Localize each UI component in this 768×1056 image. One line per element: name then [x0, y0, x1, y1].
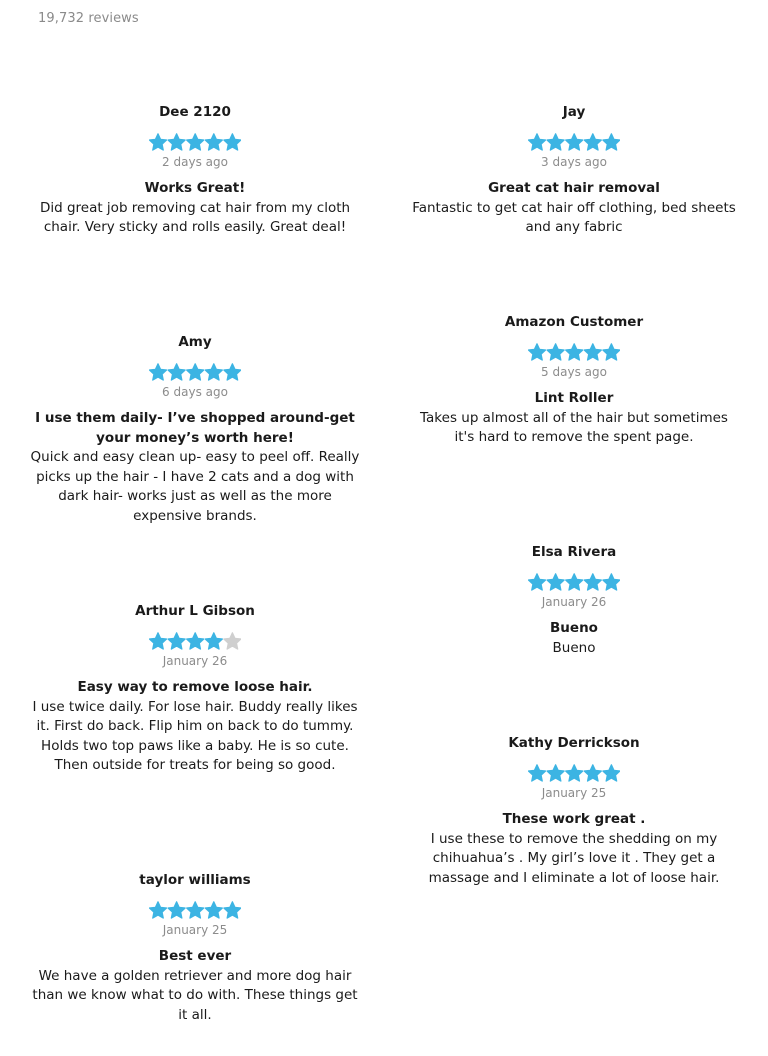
review-card [30, 333, 360, 526]
review-card [30, 602, 360, 776]
review-author: Elsa Rivera [531, 544, 617, 560]
review-date: January 26 [541, 595, 607, 609]
star-filled-icon [528, 574, 545, 590]
review-title: Great cat hair removal [488, 180, 660, 196]
star-filled-icon [186, 633, 203, 649]
star-filled-icon [224, 902, 241, 918]
star-filled-icon [603, 134, 620, 150]
review-card [409, 103, 739, 238]
star-rating [30, 133, 360, 151]
review-date: 2 days ago [162, 155, 228, 169]
review-body: Quick and easy clean up- easy to peel off. Really picks up the hair - I have 2 cats and a dog with dark hair- works just as well as the more expensive brands. [30, 449, 360, 524]
review-author: Amazon Customer [504, 314, 644, 330]
review-date: 5 days ago [541, 365, 607, 379]
review-body: I use these to remove the shedding on my chihuahua’s . My girl’s love it . They get a massage and I eliminate a lot of loose hair. [428, 830, 720, 886]
star-filled-icon [205, 364, 222, 380]
stars-graphic [528, 133, 620, 151]
star-filled-icon [205, 633, 222, 649]
star-filled-icon [528, 344, 545, 360]
review-title: Easy way to remove loose hair. [77, 679, 313, 695]
review-card [30, 103, 360, 238]
review-card [409, 734, 739, 888]
star-filled-icon [603, 344, 620, 360]
review-title: Works Great! [144, 180, 246, 196]
star-rating [409, 343, 739, 361]
star-rating [409, 573, 739, 591]
star-rating [409, 133, 739, 151]
review-body: Bueno [552, 639, 596, 656]
review-date: 6 days ago [162, 385, 228, 399]
review-author: Jay [562, 104, 586, 120]
star-filled-icon [565, 344, 582, 360]
star-filled-icon [168, 134, 185, 150]
review-date: 3 days ago [541, 155, 607, 169]
star-filled-icon [584, 765, 601, 781]
star-filled-icon [584, 134, 601, 150]
star-filled-icon [565, 134, 582, 150]
star-filled-icon [547, 134, 564, 150]
star-filled-icon [168, 902, 185, 918]
review-author: Arthur L Gibson [135, 603, 255, 619]
stars-graphic [528, 764, 620, 782]
review-card [409, 313, 739, 448]
star-filled-icon [186, 134, 203, 150]
review-body: Fantastic to get cat hair off clothing, bed sheets and any fabric [412, 199, 736, 235]
star-filled-icon [224, 134, 241, 150]
star-filled-icon [565, 765, 582, 781]
review-date: January 25 [541, 786, 607, 800]
star-rating [409, 764, 739, 782]
stars-graphic [149, 632, 241, 650]
star-rating [30, 901, 360, 919]
star-filled-icon [149, 364, 166, 380]
review-title: Lint Roller [534, 390, 614, 406]
star-filled-icon [528, 765, 545, 781]
star-filled-icon [584, 574, 601, 590]
review-count: 19,732 reviews [38, 11, 139, 26]
star-filled-icon [205, 902, 222, 918]
review-date: January 25 [162, 923, 228, 937]
star-filled-icon [186, 902, 203, 918]
star-filled-icon [547, 574, 564, 590]
review-body: Takes up almost all of the hair but sometimes it's hard to remove the spent page. [420, 409, 728, 445]
review-title: Best ever [158, 948, 232, 964]
review-title: These work great . [502, 811, 646, 827]
review-author: Dee 2120 [159, 104, 231, 120]
review-title: I use them daily- I’ve shopped around-get your money’s worth here! [35, 410, 355, 446]
stars-graphic [149, 133, 241, 151]
stars-graphic [528, 573, 620, 591]
star-rating [30, 363, 360, 381]
review-author: Kathy Derrickson [508, 735, 640, 751]
review-body: Did great job removing cat hair from my cloth chair. Very sticky and rolls easily. Great deal! [39, 199, 351, 235]
review-author: Amy [178, 334, 212, 350]
star-rating [30, 632, 360, 650]
star-filled-icon [584, 344, 601, 360]
review-date: January 26 [162, 654, 228, 668]
star-filled-icon [565, 574, 582, 590]
review-card [409, 543, 739, 658]
review-card [30, 871, 360, 1025]
review-body: I use twice daily. For lose hair. Buddy really likes it. First do back. Flip him on back to do tummy. Holds two top paws like a baby. He is so cute. Then outside for treats for being so good. [32, 698, 358, 773]
star-filled-icon [168, 364, 185, 380]
star-filled-icon [603, 574, 620, 590]
stars-graphic [528, 343, 620, 361]
star-filled-icon [149, 633, 166, 649]
star-filled-icon [528, 134, 545, 150]
star-filled-icon [547, 765, 564, 781]
star-filled-icon [603, 765, 620, 781]
stars-graphic [149, 901, 241, 919]
star-filled-icon [547, 344, 564, 360]
star-empty-icon [224, 633, 241, 649]
star-filled-icon [168, 633, 185, 649]
star-filled-icon [224, 364, 241, 380]
star-filled-icon [186, 364, 203, 380]
review-author: taylor williams [139, 872, 251, 888]
review-title: Bueno [550, 620, 598, 636]
star-filled-icon [205, 134, 222, 150]
review-body: We have a golden retriever and more dog hair than we know what to do with. These things get it all. [32, 967, 358, 1023]
stars-graphic [149, 363, 241, 381]
star-filled-icon [149, 902, 166, 918]
star-filled-icon [149, 134, 166, 150]
